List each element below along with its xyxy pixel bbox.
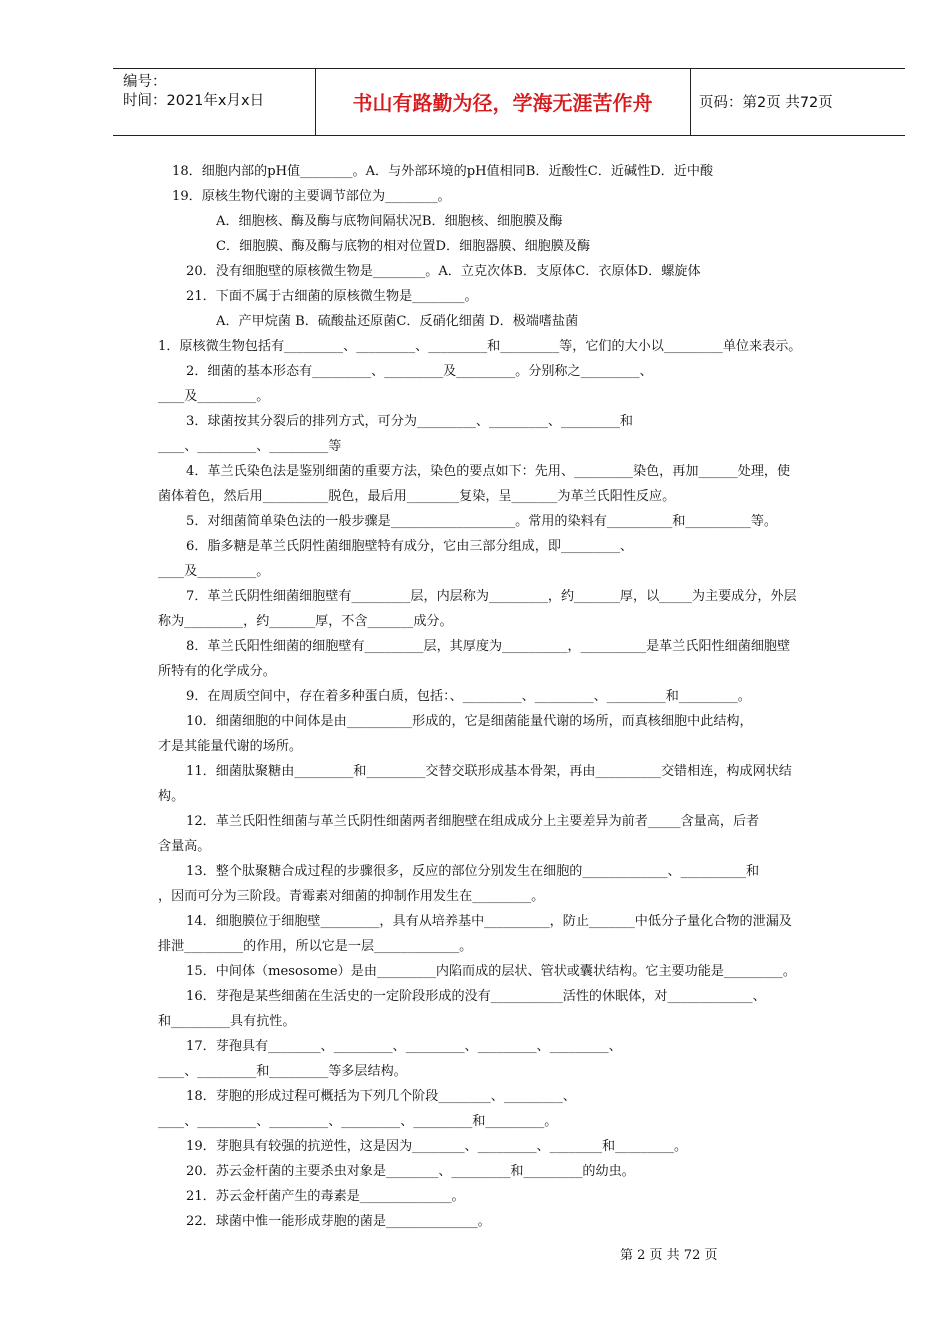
question-line: 20．没有细胞壁的原核微生物是________。A．立克次体B．支原体C．衣原体D．螺旋体 (186, 264, 701, 279)
question-line: 3．球菌按其分裂后的排列方式，可分为_________、_________、_________和 (186, 414, 633, 429)
question-line: 6．脂多糖是革兰氏阴性菌细胞壁特有成分，它由三部分组成，即_________、 (186, 539, 633, 554)
question-line: 含量高。 (158, 839, 211, 854)
question-line: 19．芽胞具有较强的抗逆性，这是因为________、_________、________和_________。 (186, 1139, 688, 1154)
question-line: ____及_________。 (158, 564, 270, 579)
question-line: 5．对细菌简单染色法的一般步骤是___________________。常用的染料有__________和__________等。 (186, 514, 778, 529)
question-line: 10．细菌细胞的中间体是由__________形成的，它是细菌能量代谢的场所，而真核细胞中此结构， (186, 714, 753, 729)
question-line: 和_________具有抗性。 (158, 1014, 296, 1029)
question-line: A．产甲烷菌 B．硫酸盐还原菌C．反硝化细菌 D．极端嗜盐菌 (216, 314, 579, 329)
question-line: 4．革兰氏染色法是鉴别细菌的重要方法，染色的要点如下：先用、_________染色，再加______处理，使 (186, 464, 791, 479)
question-line: 7．革兰氏阴性细菌细胞壁有_________层，内层称为_________，约_______厚，以_____为主要成分，外层 (186, 589, 797, 604)
question-line: ，因而可分为三阶段。青霉素对细菌的抑制作用发生在_________。 (158, 889, 545, 904)
page-indicator: 页码：第2页 共72页 (699, 95, 833, 111)
question-line: 称为_________，约_______厚，不含_______成分。 (158, 614, 453, 629)
question-line: 排泄_________的作用，所以它是一层_____________。 (158, 939, 473, 954)
question-line: 11．细菌肽聚糖由_________和_________交替交联形成基本骨架，再由__________交错相连，构成网状结 (186, 764, 792, 779)
page-footer: 第 2 页 共 72 页 (620, 1248, 718, 1263)
doc-number-label: 编号： (123, 74, 167, 90)
question-line: 9．在周质空间中，存在着多种蛋白质，包括：、_________、_________、_________和_________。 (186, 689, 751, 704)
question-line: 18．细胞内部的pH值________。A．与外部环境的pH值相同B．近酸性C．近碱性D．近中酸 (172, 164, 714, 179)
question-line: 17．芽孢具有________、_________、_________、_________、_________、 (186, 1039, 622, 1054)
header-motto: 书山有路勤为径，学海无涯苦作舟 (352, 91, 653, 115)
question-line: 8．革兰氏阳性细菌的细胞壁有_________层，其厚度为__________，__________是革兰氏阳性细菌细胞壁 (186, 639, 791, 654)
question-line: 14．细胞膜位于细胞壁_________，具有从培养基中__________，防止_______中低分子量化合物的泄漏及 (186, 914, 792, 929)
question-line: A．细胞核、酶及酶与底物间隔状况B．细胞核、细胞膜及酶 (216, 214, 563, 229)
question-line: ____、_________、_________、_________、_________和_________。 (158, 1114, 558, 1129)
question-line: 18．芽胞的形成过程可概括为下列几个阶段________、_________、 (186, 1089, 576, 1104)
question-line: ____、_________和_________等多层结构。 (158, 1064, 407, 1079)
question-line: 12．革兰氏阳性细菌与革兰氏阴性细菌两者细胞壁在组成成分上主要差异为前者_____含量高，后者 (186, 814, 760, 829)
question-line: 1．原核微生物包括有_________、_________、_________和_________等，它们的大小以_________单位来表示。 (158, 339, 802, 354)
question-line: 15．中间体（mesosome）是由_________内陷而成的层状、管状或囊状结构。它主要功能是_________。 (186, 964, 796, 979)
question-line: 19．原核生物代谢的主要调节部位为________。 (172, 189, 451, 204)
question-line: 菌体着色，然后用__________脱色，最后用________复染，呈_______为革兰氏阳性反应。 (158, 489, 676, 504)
question-line: ____及_________。 (158, 389, 270, 404)
header-divider-right (690, 68, 691, 136)
doc-time: 时间：2021年x月x日 (123, 93, 265, 109)
question-line: 20．苏云金杆菌的主要杀虫对象是________、_________和_________的幼虫。 (186, 1164, 635, 1179)
question-line: 13．整个肽聚糖合成过程的步骤很多，反应的部位分别发生在细胞的_____________、__________和 (186, 864, 760, 879)
question-line: 22．球菌中惟一能形成芽胞的菌是______________。 (186, 1214, 491, 1229)
question-line: 才是其能量代谢的场所。 (158, 739, 303, 754)
question-line: C．细胞膜、酶及酶与底物的相对位置D．细胞器膜、细胞膜及酶 (216, 239, 591, 254)
question-line: 所特有的化学成分。 (158, 664, 276, 679)
question-line: 构。 (158, 789, 185, 804)
question-line: 16．芽孢是某些细菌在生活史的一定阶段形成的没有___________活性的休眠体，对_____________、 (186, 989, 766, 1004)
question-line: ____、_________、_________等 (158, 439, 342, 454)
page-header (113, 68, 905, 136)
question-line: 2．细菌的基本形态有_________、_________及_________。分别称之_________、 (186, 364, 653, 379)
question-line: 21．苏云金杆菌产生的毒素是______________。 (186, 1189, 465, 1204)
question-line: 21．下面不属于古细菌的原核微生物是________。 (186, 289, 478, 304)
